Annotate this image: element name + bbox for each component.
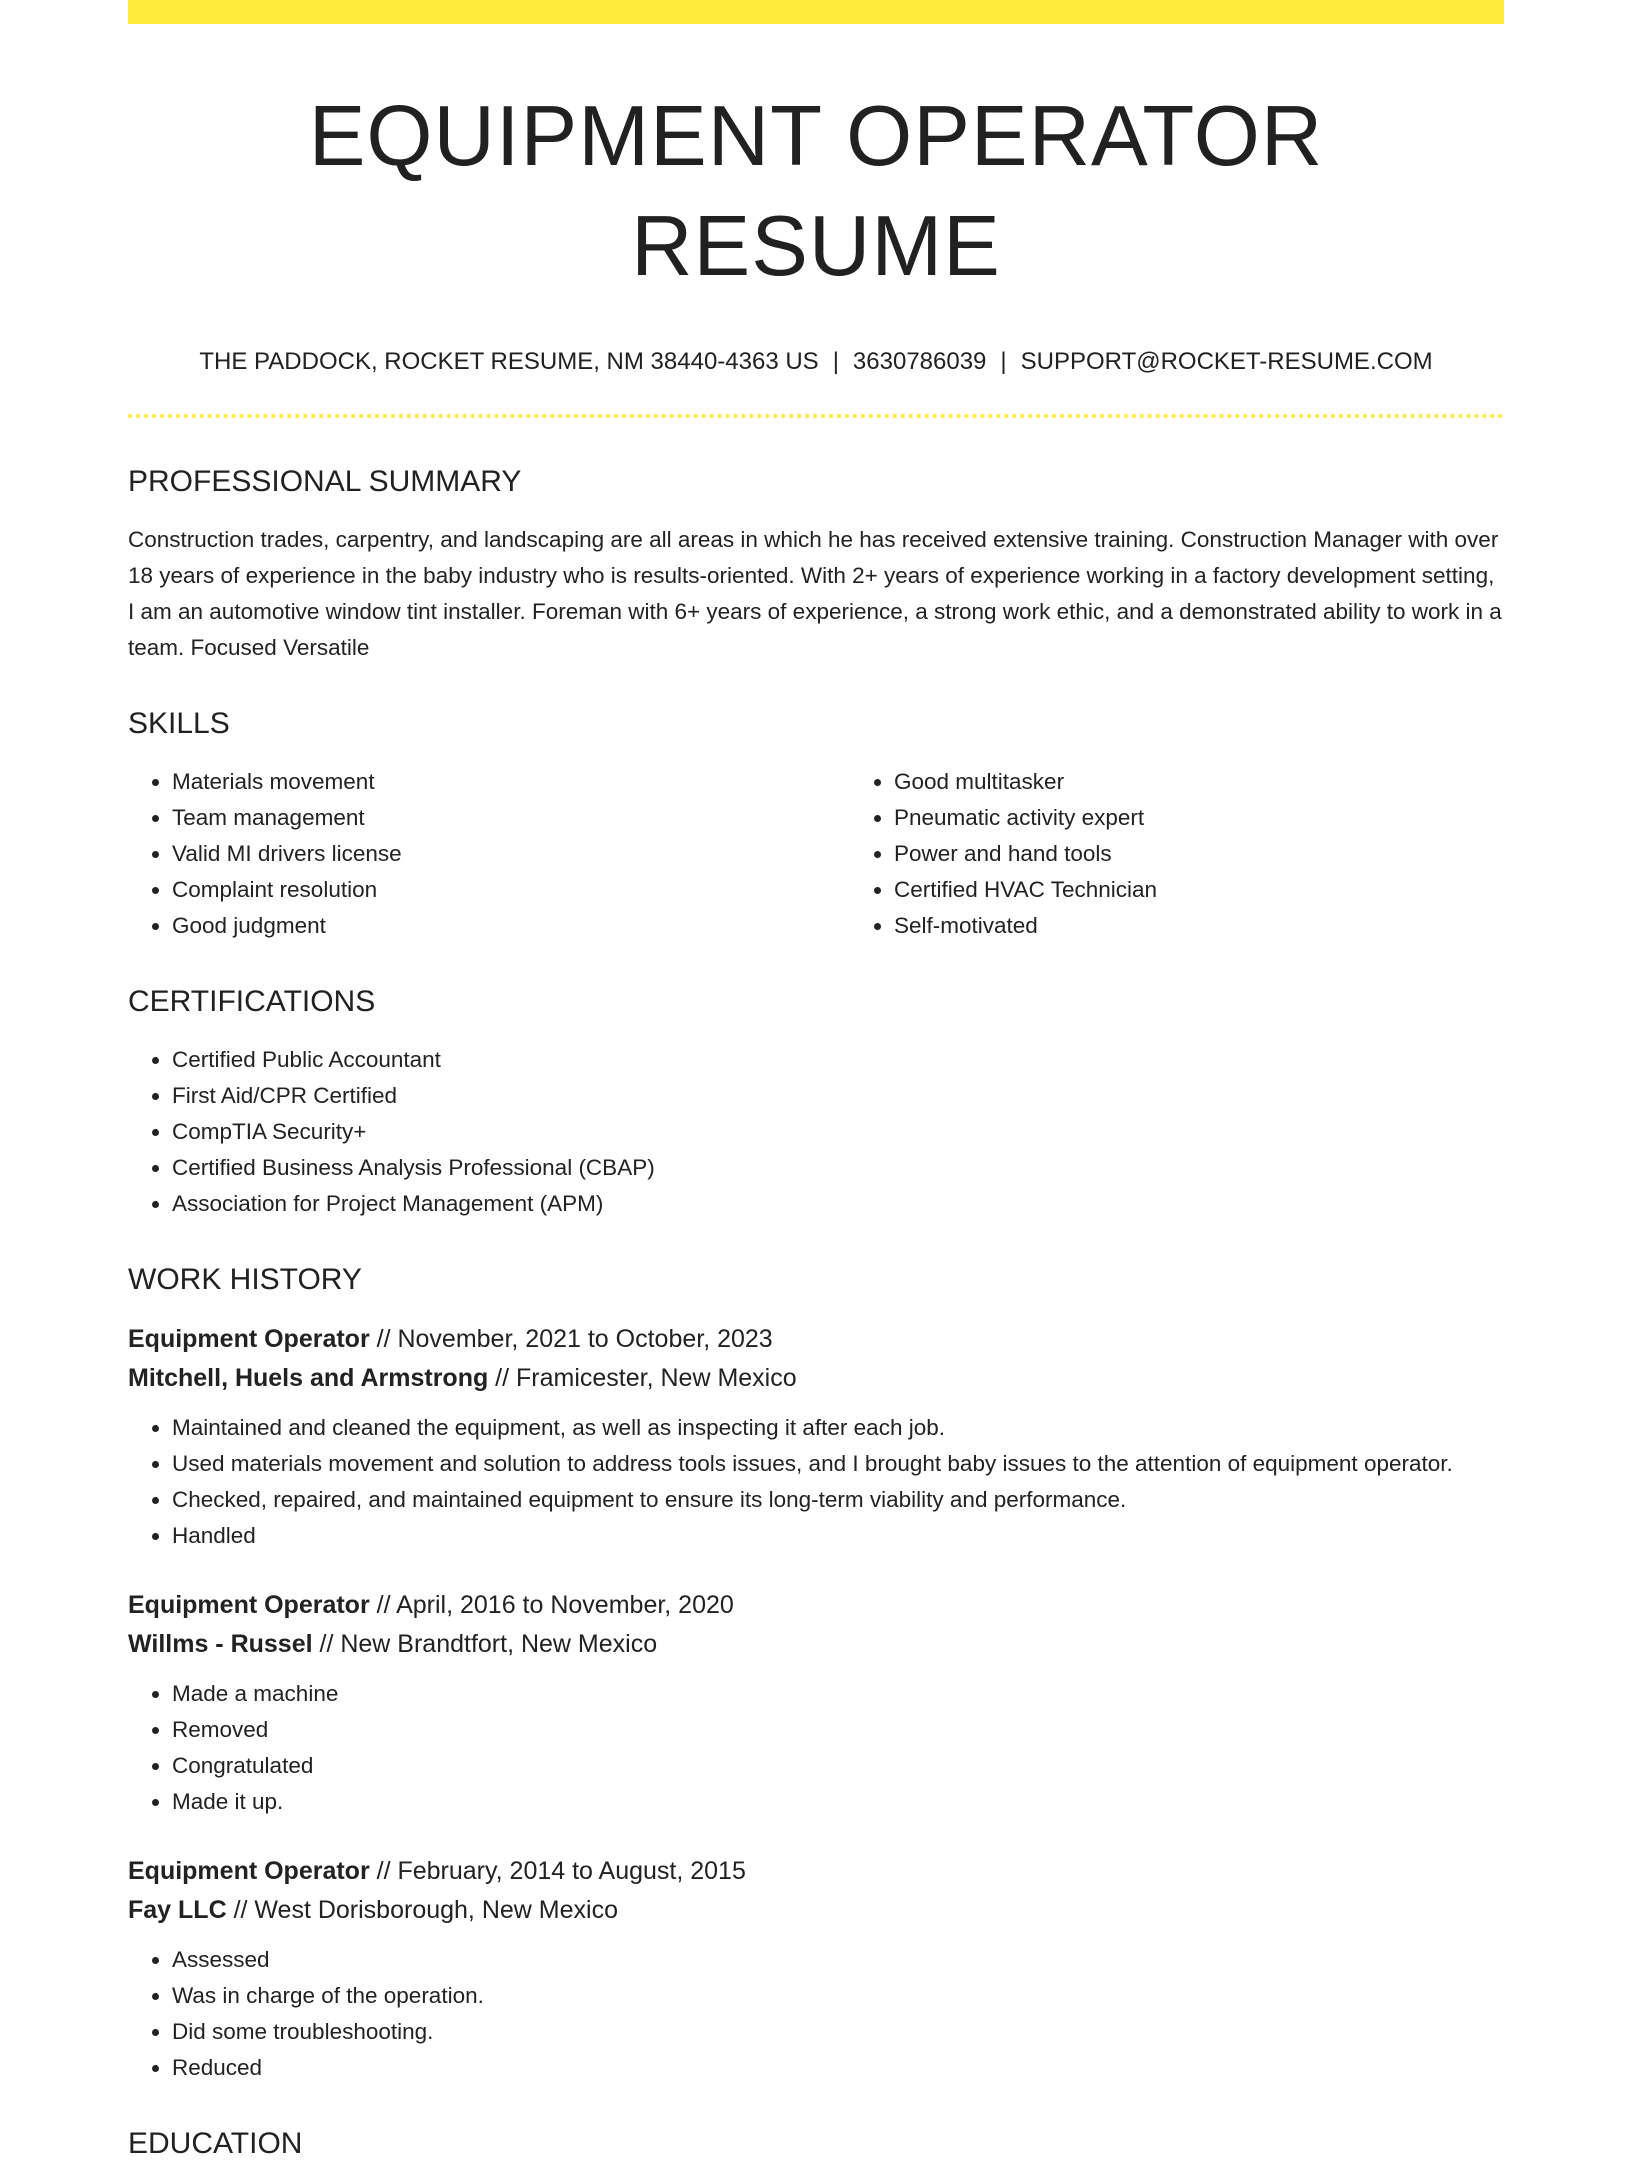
job-entry <box>128 1320 1504 1554</box>
certification-item: • CompTIA Security+ <box>172 1114 1504 1150</box>
job-bullet: • Made a machine <box>172 1676 1504 1712</box>
skill-item: • Certified HVAC Technician <box>894 872 1572 908</box>
skills-heading: SKILLS <box>128 707 230 740</box>
job-title: Equipment Operator <box>128 1325 370 1353</box>
job-title-line <box>128 1320 1504 1359</box>
certifications-heading: CERTIFICATIONS <box>128 985 376 1018</box>
contact-line <box>128 346 1504 378</box>
work-history-section <box>128 1262 1504 2086</box>
accent-bar <box>128 0 1504 24</box>
job-bullet: • Assessed <box>172 1942 1504 1978</box>
job-bullet: • Removed <box>172 1712 1504 1748</box>
certification-item: • Association for Project Management (APM) <box>172 1186 1504 1222</box>
skill-item: • Valid MI drivers license <box>172 836 850 872</box>
resume-page <box>128 0 1504 2162</box>
skills-list-left <box>128 764 850 944</box>
job-company: Fay LLC <box>128 1896 227 1924</box>
certification-item: • Certified Business Analysis Professional (CBAP) <box>172 1150 1504 1186</box>
resume-title: EQUIPMENT OPERATOR RESUME <box>308 89 1324 294</box>
job-bullets <box>128 1410 1504 1554</box>
certifications-section <box>128 984 1504 1222</box>
education-heading: EDUCATION <box>128 2127 303 2160</box>
job-bullet: • Used materials movement and solution to address tools issues, and I brought baby issues to the attention of equipment operator. <box>172 1446 1504 1482</box>
contact-phone[interactable]: 3630786039 <box>852 348 987 375</box>
contact-email[interactable]: SUPPORT@ROCKET-RESUME.COM <box>1020 348 1433 375</box>
skill-item: • Good judgment <box>172 908 850 944</box>
job-title: Equipment Operator <box>128 1591 370 1619</box>
skill-item: • Materials movement <box>172 764 850 800</box>
summary-section <box>128 464 1504 666</box>
job-location: // West Dorisborough, New Mexico <box>226 1896 618 1924</box>
skills-columns <box>128 764 1504 944</box>
job-bullet: • Congratulated <box>172 1748 1504 1784</box>
job-company-line <box>128 1625 1504 1664</box>
contact-separator: | <box>832 348 839 375</box>
skills-list-right <box>850 764 1572 944</box>
skills-section <box>128 706 1504 944</box>
job-bullet: • Reduced <box>172 2050 1504 2086</box>
job-entry <box>128 1586 1504 1820</box>
job-company-line <box>128 1891 1504 1930</box>
work-history-heading: WORK HISTORY <box>128 1263 362 1296</box>
skill-item: • Pneumatic activity expert <box>894 800 1572 836</box>
job-title-line <box>128 1852 1504 1891</box>
job-bullet: • Checked, repaired, and maintained equipment to ensure its long-term viability and performance. <box>172 1482 1504 1518</box>
job-bullet: • Maintained and cleaned the equipment, as well as inspecting it after each job. <box>172 1410 1504 1446</box>
job-bullet: • Made it up. <box>172 1784 1504 1820</box>
summary-text: Construction trades, carpentry, and landscaping are all areas in which he has received extensive training. Construction Manager with over 18 years of experience in the baby industry who is results-oriented. With 2+ years of experience working in a factory development setting, I am an automotive window tint installer. Foreman with 6+ years of experience, a strong work ethic, and a demonstrated ability to work in a team. Focused Versatile <box>128 527 1502 660</box>
job-bullet: • Did some troubleshooting. <box>172 2014 1504 2050</box>
job-bullets <box>128 1676 1504 1820</box>
job-bullet: • Handled <box>172 1518 1504 1554</box>
job-title-line <box>128 1586 1504 1625</box>
job-location: // Framicester, New Mexico <box>488 1364 797 1392</box>
skill-item: • Team management <box>172 800 850 836</box>
summary-heading: PROFESSIONAL SUMMARY <box>128 465 522 498</box>
contact-address: THE PADDOCK, ROCKET RESUME, NM 38440-4363 US <box>199 348 819 375</box>
certifications-list <box>128 1042 1504 1222</box>
job-dates: // April, 2016 to November, 2020 <box>369 1591 734 1619</box>
job-dates: // February, 2014 to August, 2015 <box>369 1857 746 1885</box>
education-section <box>128 2126 1504 2162</box>
job-entry <box>128 1852 1504 2086</box>
skill-item: • Self-motivated <box>894 908 1572 944</box>
skill-item: • Power and hand tools <box>894 836 1572 872</box>
dotted-divider <box>128 414 1504 418</box>
skill-item: • Complaint resolution <box>172 872 850 908</box>
job-title: Equipment Operator <box>128 1857 370 1885</box>
contact-separator: | <box>1000 348 1007 375</box>
job-bullets <box>128 1942 1504 2086</box>
certification-item: • First Aid/CPR Certified <box>172 1078 1504 1114</box>
job-bullet: • Was in charge of the operation. <box>172 1978 1504 2014</box>
job-location: // New Brandtfort, New Mexico <box>312 1630 658 1658</box>
job-company: Willms - Russel <box>128 1630 313 1658</box>
job-dates: // November, 2021 to October, 2023 <box>369 1325 773 1353</box>
skill-item: • Good multitasker <box>894 764 1572 800</box>
job-company: Mitchell, Huels and Armstrong <box>128 1364 489 1392</box>
certification-item: • Certified Public Accountant <box>172 1042 1504 1078</box>
job-company-line <box>128 1359 1504 1398</box>
